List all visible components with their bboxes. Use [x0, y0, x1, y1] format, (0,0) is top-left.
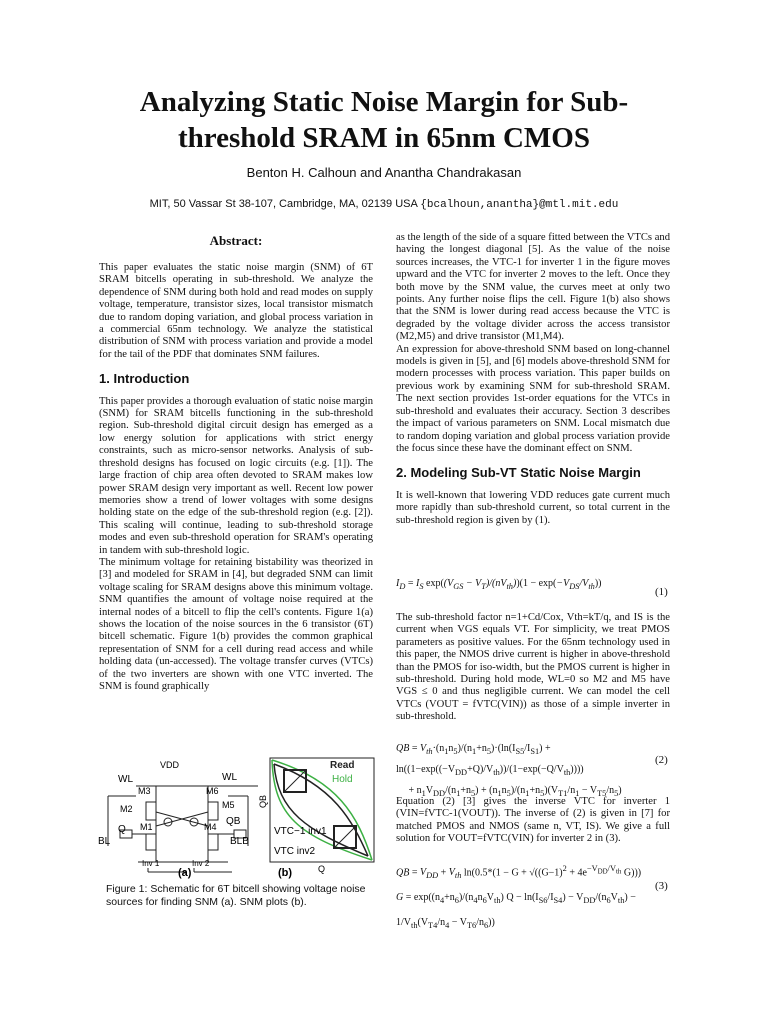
equation-2-number: (2) — [655, 754, 668, 766]
figure-1 — [98, 756, 378, 880]
equation-1-number: (1) — [655, 586, 668, 598]
equation-3: QB = $V_{DD} + V_{th}$ $\ln(0.5*(1 - G + √((G-1)^2 + 4e^{-V_{DD}/V_{th}}$ G))) $G = \exp((n_4+n_6)/(n_4n_6V_{th}) Q - \ln(I_{S6}/I_{S4}) - V_{DD}/(n_6V_{th}) - 1/V_{th}(V_{T4}/n_4 - V_{T6}/n_6))$ — [396, 864, 642, 931]
right-column — [396, 232, 670, 527]
figure-label-a: (a) — [178, 867, 192, 879]
section-1-heading: 1. Introduction — [99, 371, 190, 387]
qb-node-label: QB — [226, 816, 241, 827]
paper-title: Analyzing Static Noise Margin for Sub-threshold SRAM in 65nm CMOS — [139, 86, 629, 154]
sec2-body — [396, 612, 670, 724]
q-node-label: Q — [118, 824, 126, 835]
vdd-label: VDD — [160, 760, 180, 770]
read-vtc-curve — [274, 764, 368, 856]
equation-3-number: (3) — [655, 880, 668, 892]
right-paragraph-2: An expression for above-threshold SNM based on long-channel models is given in [5], and [6] models above-threshold SNM for modern processes with process variation. This paper builds on previous work by examining SNM for sub-threshold SRAM. The next section provides 1st-order equations for the VTCs in sub-threshold and evaluates their accuracy. Section 3 describes the impact of various parameters on SNM. Local mismatch due to random doping variation and global process variation provide the focus since these have the dominant effect on SNM. — [396, 343, 670, 454]
abstract-heading: Abstract: — [209, 233, 263, 248]
legend-read: Read — [330, 760, 355, 771]
sec2-paragraph-3: Equation (2) [3] gives the inverse VTC for inverter 1 (VIN=fVTC-1(VOUT)). The inverse of (2) is given in [7] for matched PMOS and NMOS (same n, VT, IS). We give a full solution for VOUT=fVTC(VIN) for inverter 2 in (3). — [396, 796, 670, 845]
m2-label: M2 — [120, 804, 133, 814]
legend-hold: Hold — [332, 774, 353, 785]
abstract-text: This paper evaluates the static noise margin (SNM) of 6T SRAM bitcells operating in sub-threshold. We analyze the dependence of SNM during both hold and read modes on supply voltage, temperature, transistor sizes, local transistor mismatch due to random doping variation, and global process variation in a commercial 65nm technology. We analyze the statistical distribution of SNM with process variation and provide a model for the tail of the PDF that dominates SNM failures. — [99, 262, 373, 360]
equation-1: $I_D = I_S$ $\exp((V_{GS} - V_T)/(nV_{th}))(1 - \exp(-V_{DS}/V_{th}))$ — [396, 578, 602, 591]
m4-label: M4 — [204, 822, 217, 832]
email: {bcalhoun,anantha}@mtl.mit.edu — [420, 199, 619, 211]
right-paragraph-1: as the length of the side of a square fitted between the VTCs and having the longest diagonal [5]. As the value of the noise sources increases, the VTC-1 for inverter 1 in the figure moves upward and the VTC for inverter 2 moves to the left. Once they both move by the SNM value, the curves meet at only two points. Any further noise flips the cell. Figure 1(b) also shows that the SNM is lower during read access because the VTC is degraded by the voltage divider across the access transistor (M2,M5) and drive transistor (M1,M4). — [396, 232, 670, 343]
axis-qb-label: QB — [258, 794, 268, 808]
m5-label: M5 — [222, 800, 235, 810]
left-column — [99, 262, 373, 693]
bl-label: BL — [98, 836, 111, 847]
read-vtc-inverse-curve — [274, 764, 368, 856]
m1-label: M1 — [140, 822, 153, 832]
bitcell-schematic — [108, 786, 258, 872]
figure-1-caption: Figure 1: Schematic for 6T bitcell showing voltage noise sources for finding SNM (a). SNM plots (b). — [106, 883, 366, 908]
vtc-inv2-label: VTC inv2 — [274, 846, 316, 857]
intro-paragraph-1: This paper provides a thorough evaluation of static noise margin (SNM) for SRAM bitcells functioning in the sub-threshold region. Sub-threshold digital circuit design has emerged as a low energy solution for applications with strict energy constraints, such as micro-sensor networks. Analysis of sub-threshold designs has focused on logic circuits (e.g. [1]). The large fraction of chip area often devoted to SRAM makes low power SRAM design very important as well. Recent low power memories show a trend of lower voltages with some designs holding state on the edge of the sub-threshold region (e.g. [2]). This scaling will continue, leading to sub-threshold storage modes and even sub-threshold operation for SRAM's operating in tandem with sub-threshold logic. — [99, 395, 373, 556]
equation-2: QB = $V_{th}\cdot(n_1n_5)/(n_1+n_5)\cdot(\ln(I_{S5}/I_{S1}) + \ln((1-\exp((-V_{DD}+Q)/V_{th}))/(1-\exp(-Q/V_{th}))))$ + $n_1V_{DD}/(n_1+n_5) + (n_1n_5)/(n_1+n_5)(V_{T1}/n_1 - V_{T5}/n_5)$ — [396, 743, 622, 798]
wl-right-label: WL — [222, 772, 237, 783]
authors: Benton H. Calhoun and Anantha Chandrakasan — [246, 165, 522, 180]
sec2-paragraph-1: It is well-known that lowering VDD reduces gate current much more rapidly than sub-threshold current, so total current in the sub-threshold region is given by (1). — [396, 489, 670, 526]
vtc-inv1-label: VTC−1 inv1 — [274, 826, 327, 837]
m6-label: M6 — [206, 786, 219, 796]
inv2-label: Inv 2 — [192, 859, 210, 868]
blb-label: BLB — [230, 836, 249, 847]
affiliation-line — [0, 198, 768, 211]
sec2-body-2 — [396, 796, 670, 846]
intro-paragraph-2: The minimum voltage for retaining bistability was theorized in [3] and modeled for SRAM in [4], but degraded SNM can limit voltage scaling for SRAM designs above this minimum voltage. SNM quantifies the amount of voltage noise required at the internal nodes of a bitcell to flip the cell's contents. Figure 1(a) shows the location of the noise sources in the 6 transistor (6T) bitcell schematic. Figure 1(b) provides the common graphical representation of SNM for a cell during read access and while holding data (un-accessed). The voltage transfer curves (VTCs) of the two inverters are shown with one VTC inverted. The SNM is found graphically — [99, 556, 373, 692]
affiliation: MIT, 50 Vassar St 38-107, Cambridge, MA, 02139 USA — [149, 198, 418, 210]
section-2-heading: 2. Modeling Sub-VT Static Noise Margin — [396, 465, 641, 481]
wl-left-label: WL — [118, 774, 133, 785]
inv1-label: Inv 1 — [142, 859, 160, 868]
m3-label: M3 — [138, 786, 151, 796]
sec2-paragraph-2: The sub-threshold factor n=1+Cd/Cox, Vth=kT/q, and IS is the current when VGS equals VT. For simplicity, we treat PMOS parameters as positive values. For the 65nm technology used in this paper, the NMOS drive current is higher in above-threshold than the PMOS for iso-width, but the PMOS current is higher in sub-threshold. During hold mode, WL=0 so M2 and M5 have VGS ≤ 0 and thus negligible current. We can model the cell VTCs (VOUT = fVTC(VIN)) as those of a simple inverter in sub-threshold. — [396, 612, 670, 723]
axis-q-label: Q — [318, 864, 326, 874]
figure-label-b: (b) — [278, 867, 293, 879]
